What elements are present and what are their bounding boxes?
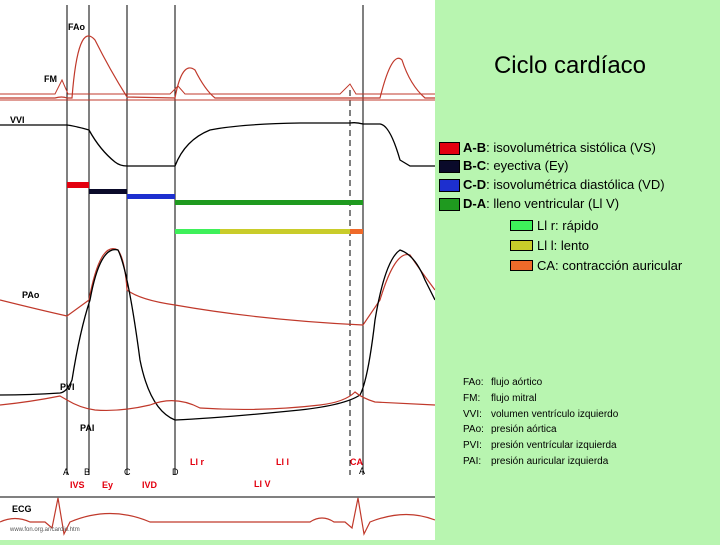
legend-key-da: D-A	[463, 196, 487, 211]
legend-swatch-cd	[439, 179, 460, 192]
legend-swatch-ca	[510, 260, 533, 271]
legend-swatch-ab	[439, 142, 460, 155]
point-label-c: C	[124, 467, 131, 477]
legend-row-cd	[463, 177, 665, 192]
abbr-text: flujo mitral	[491, 393, 537, 404]
legend-row-da	[463, 196, 619, 211]
legend-key-ab: A-B	[463, 140, 487, 155]
legend-row-bc	[463, 158, 568, 173]
phase-bar-da	[175, 200, 363, 205]
pvi-trace	[0, 250, 435, 420]
abbr-key: FAo:	[463, 377, 484, 388]
abbr-key: VVI:	[463, 409, 482, 420]
phase-label-ivd: IVD	[142, 480, 158, 490]
legend-swatch-lll	[510, 240, 533, 251]
abbr-key: FM:	[463, 393, 481, 404]
abbr-key: PAo:	[463, 424, 484, 435]
legend-swatch-bc	[439, 160, 460, 173]
watermark: www.fon.org.ar/cardio.htm	[10, 527, 80, 533]
phase-bar-ab	[67, 182, 89, 188]
trace-label-pvi: PVI	[60, 382, 75, 392]
legend-key-cd: C-D	[463, 177, 487, 192]
fm-trace	[0, 80, 435, 94]
abbr-text: volumen ventrículo izquierdo	[491, 409, 619, 420]
point-label-d: D	[172, 467, 179, 477]
pai-trace	[0, 392, 435, 410]
abbr-row-fao	[463, 377, 542, 388]
point-label-a: A	[63, 467, 70, 477]
legend-text-bc: : eyectiva (Ey)	[486, 158, 569, 173]
legend-text-ca: CA: contracción auricular	[537, 258, 683, 273]
phase-bar-bc	[89, 189, 127, 194]
legend-swatch-da	[439, 198, 460, 211]
abbr-row-pvi	[463, 440, 617, 451]
page-title: Ciclo cardíaco	[493, 52, 647, 79]
abbr-row-pai	[463, 456, 608, 467]
legend-key-bc: B-C	[463, 158, 487, 173]
abbr-key: PAI:	[463, 456, 482, 467]
phase-label-lll: Ll l	[276, 457, 289, 467]
phase-label-ca: CA	[350, 457, 363, 467]
abbr-row-vvi	[463, 409, 618, 420]
trace-label-ecg: ECG	[12, 504, 32, 514]
point-label-a2: A	[359, 466, 366, 476]
phase-label-ey: Ey	[102, 480, 114, 490]
phase-bar-ca	[350, 229, 363, 234]
trace-label-fm: FM	[44, 74, 57, 84]
abbr-text: presión aórtica	[491, 424, 557, 435]
point-label-b: B	[84, 467, 91, 477]
legend-swatch-llr	[510, 220, 533, 231]
abbr-text: presión ventrícular izquierda	[491, 440, 617, 451]
legend-text-ab: : isovolumétrica sistólica (VS)	[486, 140, 656, 155]
pao-trace	[0, 249, 435, 325]
phase-bar-lll	[220, 229, 350, 234]
phase-bar-cd	[127, 194, 175, 199]
abbr-row-fm	[463, 393, 537, 404]
phase-label-llv: Ll V	[254, 479, 271, 489]
phase-label-ivs: IVS	[70, 480, 85, 490]
legend-text-lll: Ll l: lento	[537, 238, 590, 253]
vvi-trace	[0, 123, 435, 166]
trace-label-pai: PAI	[80, 423, 95, 433]
phase-bar-llr	[175, 229, 220, 234]
legend-row-ab	[463, 140, 656, 155]
phase-label-llr: Ll r	[190, 457, 205, 467]
abbr-row-pao	[463, 424, 557, 435]
abbr-text: presión auricular izquierda	[491, 456, 609, 467]
trace-label-fao: FAo	[68, 22, 85, 32]
legend-text-cd: : isovolumétrica diastólica (VD)	[486, 177, 665, 192]
legend-text-llr: Ll r: rápido	[537, 218, 599, 233]
abbr-key: PVI:	[463, 440, 482, 451]
trace-label-pao: PAo	[22, 290, 40, 300]
legend-text-da: : lleno ventricular (Ll V)	[486, 196, 620, 211]
trace-label-vvi: VVI	[10, 115, 25, 125]
abbr-text: flujo aórtico	[491, 377, 543, 388]
